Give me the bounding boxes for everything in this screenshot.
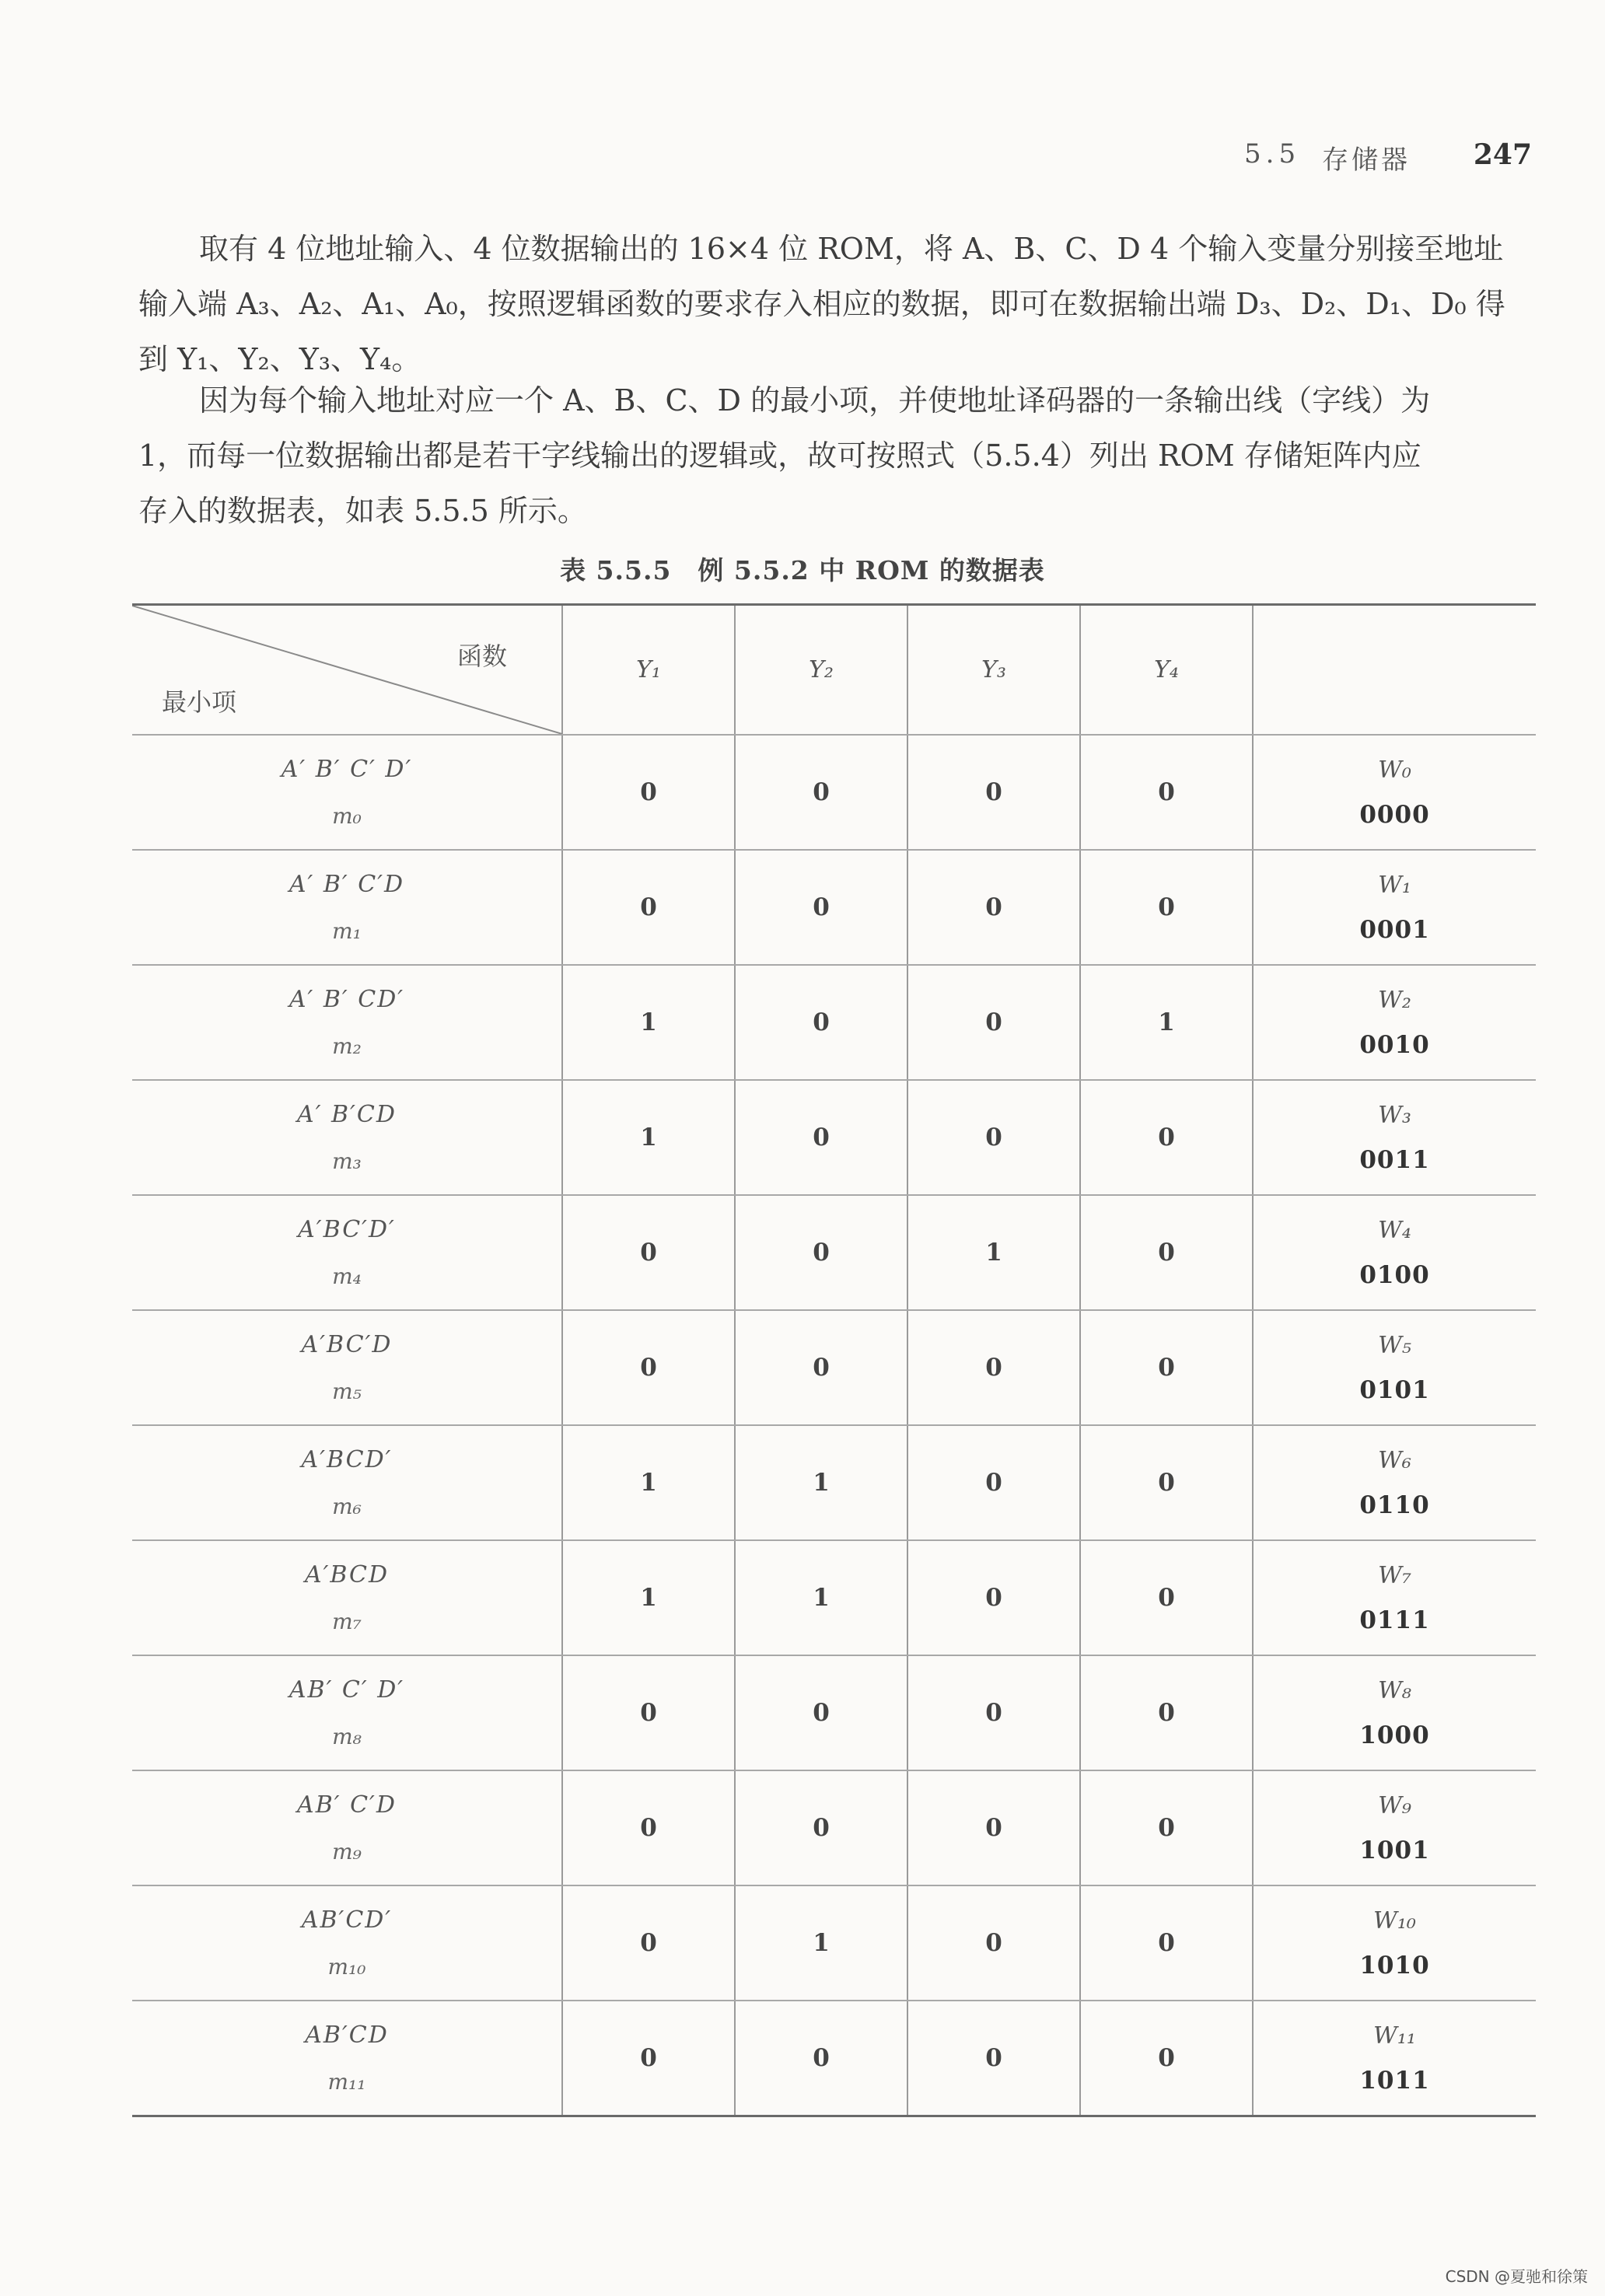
minterm-index: m₄ [332, 1263, 362, 1289]
word-bits: 0000 [1359, 800, 1430, 829]
minterm-index: m₆ [332, 1494, 362, 1519]
table-row [132, 2001, 1536, 2116]
minterm-cell [132, 735, 562, 850]
word-line-name: W₈ [1378, 1676, 1411, 1704]
table-row [132, 1885, 1536, 2001]
word-cell [1253, 2001, 1536, 2116]
minterm-expression: A′ B′CD [297, 1101, 397, 1128]
output-value-y4: 0 [1080, 1885, 1253, 2001]
minterm-cell [132, 1310, 562, 1425]
table-row [132, 850, 1536, 965]
output-value-y1: 1 [562, 1080, 735, 1195]
output-value-y2: 0 [735, 1655, 907, 1770]
output-value-y4: 1 [1080, 965, 1253, 1080]
output-value-y3: 0 [907, 965, 1080, 1080]
minterm-index: m₃ [332, 1148, 362, 1174]
minterm-cell [132, 1080, 562, 1195]
minterm-cell [132, 1885, 562, 2001]
word-bits: 0001 [1359, 915, 1430, 944]
table-row [132, 1655, 1536, 1770]
output-value-y1: 0 [562, 1770, 735, 1885]
output-value-y1: 0 [562, 735, 735, 850]
output-value-y3: 0 [907, 1885, 1080, 2001]
column-header-word [1253, 605, 1536, 736]
table-row [132, 1540, 1536, 1655]
table-row [132, 1425, 1536, 1540]
minterm-expression: AB′ C′ D′ [288, 1676, 405, 1704]
column-header-y3: Y₃ [907, 605, 1080, 736]
output-value-y1: 0 [562, 1655, 735, 1770]
output-value-y4: 0 [1080, 1655, 1253, 1770]
corner-header-cell [132, 605, 562, 736]
output-value-y2: 0 [735, 1770, 907, 1885]
minterm-expression: A′BCD′ [301, 1446, 393, 1473]
table-header-row [132, 605, 1536, 736]
paragraph-2 [138, 373, 1530, 539]
section-number: 5.5 [1244, 138, 1301, 169]
output-value-y1: 0 [562, 2001, 735, 2116]
minterm-expression: AB′CD [305, 2022, 389, 2049]
minterm-cell [132, 2001, 562, 2116]
word-cell [1253, 735, 1536, 850]
output-value-y2: 0 [735, 1195, 907, 1310]
page-number: 247 [1473, 138, 1532, 171]
minterm-index: m₁ [332, 918, 362, 944]
output-value-y2: 0 [735, 850, 907, 965]
minterm-index: m₂ [332, 1033, 362, 1059]
column-header-y4: Y₄ [1080, 605, 1253, 736]
rom-data-table [132, 603, 1536, 2117]
output-value-y2: 1 [735, 1885, 907, 2001]
word-bits: 0011 [1359, 1145, 1430, 1174]
word-line-name: W₂ [1378, 986, 1411, 1014]
minterm-index: m₉ [332, 1839, 362, 1864]
word-cell [1253, 1770, 1536, 1885]
table-row [132, 1310, 1536, 1425]
output-value-y2: 0 [735, 735, 907, 850]
word-bits: 1010 [1359, 1951, 1430, 1980]
minterm-expression: A′BCD [304, 1561, 390, 1588]
table-row [132, 1770, 1536, 1885]
output-value-y2: 0 [735, 1310, 907, 1425]
minterm-expression: A′BC′D [301, 1331, 393, 1358]
table-caption: 表 5.5.5 例 5.5.2 中 ROM 的数据表 [560, 555, 1045, 585]
output-value-y4: 0 [1080, 1770, 1253, 1885]
word-bits: 0010 [1359, 1030, 1430, 1059]
paragraph-1 [138, 222, 1530, 387]
minterm-index: m₁₁ [327, 2069, 366, 2095]
output-value-y1: 1 [562, 965, 735, 1080]
table-row [132, 965, 1536, 1080]
word-line-name: W₁₁ [1373, 2022, 1416, 2050]
output-value-y3: 0 [907, 1425, 1080, 1540]
minterm-index: m₇ [332, 1609, 362, 1634]
word-cell [1253, 1655, 1536, 1770]
output-value-y4: 0 [1080, 1310, 1253, 1425]
output-value-y3: 0 [907, 850, 1080, 965]
watermark: CSDN @夏驰和徐策 [1445, 2267, 1588, 2286]
paragraph-line: 因为每个输入地址对应一个 A、B、C、D 的最小项，并使地址译码器的一条输出线（字线）为 [199, 383, 1431, 418]
section-title: 存储器 [1322, 145, 1411, 176]
minterm-expression: AB′ C′D [297, 1791, 397, 1819]
table-row [132, 1080, 1536, 1195]
output-value-y4: 0 [1080, 1195, 1253, 1310]
output-value-y3: 1 [907, 1195, 1080, 1310]
word-cell [1253, 1425, 1536, 1540]
output-value-y3: 0 [907, 1770, 1080, 1885]
output-value-y1: 0 [562, 1195, 735, 1310]
output-value-y3: 0 [907, 1310, 1080, 1425]
minterm-expression: A′BC′D′ [298, 1216, 396, 1243]
paragraph-line: 存入的数据表，如表 5.5.5 所示。 [138, 494, 587, 528]
paragraph-line: 到 Y₁、Y₂、Y₃、Y₄。 [138, 342, 421, 376]
paragraph-line: 1，而每一位数据输出都是若干字线输出的逻辑或，故可按照式（5.5.4）列出 ROM 存储矩阵内应 [138, 439, 1421, 473]
minterm-index: m₀ [332, 803, 362, 829]
output-value-y1: 1 [562, 1540, 735, 1655]
output-value-y3: 0 [907, 735, 1080, 850]
word-line-name: W₃ [1378, 1101, 1411, 1129]
word-bits: 1000 [1359, 1721, 1430, 1749]
word-line-name: W₁₀ [1373, 1906, 1416, 1934]
word-cell [1253, 850, 1536, 965]
minterm-label: 最小项 [162, 687, 237, 717]
minterm-cell [132, 965, 562, 1080]
output-value-y3: 0 [907, 2001, 1080, 2116]
minterm-index: m₈ [332, 1724, 362, 1749]
output-value-y4: 0 [1080, 2001, 1253, 2116]
page-header [1244, 138, 1555, 185]
word-line-name: W₄ [1378, 1216, 1411, 1244]
word-bits: 0111 [1359, 1606, 1430, 1634]
paragraph-line: 取有 4 位地址输入、4 位数据输出的 16×4 位 ROM，将 A、B、C、D 4 个输入变量分别接至地址 [199, 232, 1504, 266]
minterm-cell [132, 1425, 562, 1540]
minterm-cell [132, 1540, 562, 1655]
minterm-cell [132, 850, 562, 965]
output-value-y4: 0 [1080, 1425, 1253, 1540]
output-value-y3: 0 [907, 1540, 1080, 1655]
word-cell [1253, 1540, 1536, 1655]
minterm-expression: AB′CD′ [301, 1906, 393, 1934]
minterm-expression: A′ B′ CD′ [288, 986, 405, 1013]
word-line-name: W₆ [1378, 1446, 1411, 1474]
minterm-cell [132, 1770, 562, 1885]
word-bits: 0110 [1359, 1490, 1430, 1519]
word-cell [1253, 965, 1536, 1080]
word-bits: 1011 [1359, 2066, 1430, 2095]
function-label: 函数 [456, 641, 507, 671]
output-value-y2: 0 [735, 1080, 907, 1195]
word-bits: 0100 [1359, 1260, 1430, 1289]
minterm-index: m₁₀ [327, 1954, 366, 1980]
minterm-index: m₅ [332, 1379, 362, 1404]
column-header-y1: Y₁ [562, 605, 735, 736]
output-value-y3: 0 [907, 1655, 1080, 1770]
output-value-y4: 0 [1080, 1540, 1253, 1655]
minterm-expression: A′ B′ C′D [288, 871, 405, 898]
word-line-name: W₇ [1378, 1561, 1411, 1589]
word-cell [1253, 1195, 1536, 1310]
word-bits: 0101 [1359, 1375, 1430, 1404]
word-cell [1253, 1310, 1536, 1425]
output-value-y2: 0 [735, 2001, 907, 2116]
output-value-y4: 0 [1080, 735, 1253, 850]
word-line-name: W₅ [1378, 1331, 1411, 1359]
output-value-y1: 1 [562, 1425, 735, 1540]
paragraph-line: 输入端 A₃、A₂、A₁、A₀，按照逻辑函数的要求存入相应的数据，即可在数据输出端 D₃、D₂、D₁、D₀ 得 [138, 287, 1505, 321]
table-row [132, 1195, 1536, 1310]
output-value-y1: 0 [562, 850, 735, 965]
column-header-y2: Y₂ [735, 605, 907, 736]
word-line-name: W₉ [1378, 1791, 1411, 1819]
table-row [132, 735, 1536, 850]
minterm-cell [132, 1195, 562, 1310]
output-value-y2: 0 [735, 965, 907, 1080]
output-value-y2: 1 [735, 1425, 907, 1540]
word-bits: 1001 [1359, 1836, 1430, 1864]
word-line-name: W₁ [1378, 871, 1411, 899]
output-value-y1: 0 [562, 1885, 735, 2001]
output-value-y4: 0 [1080, 850, 1253, 965]
word-cell [1253, 1080, 1536, 1195]
output-value-y3: 0 [907, 1080, 1080, 1195]
output-value-y2: 1 [735, 1540, 907, 1655]
minterm-cell [132, 1655, 562, 1770]
output-value-y4: 0 [1080, 1080, 1253, 1195]
minterm-expression: A′ B′ C′ D′ [281, 756, 413, 783]
output-value-y1: 0 [562, 1310, 735, 1425]
word-cell [1253, 1885, 1536, 2001]
word-line-name: W₀ [1378, 756, 1411, 784]
